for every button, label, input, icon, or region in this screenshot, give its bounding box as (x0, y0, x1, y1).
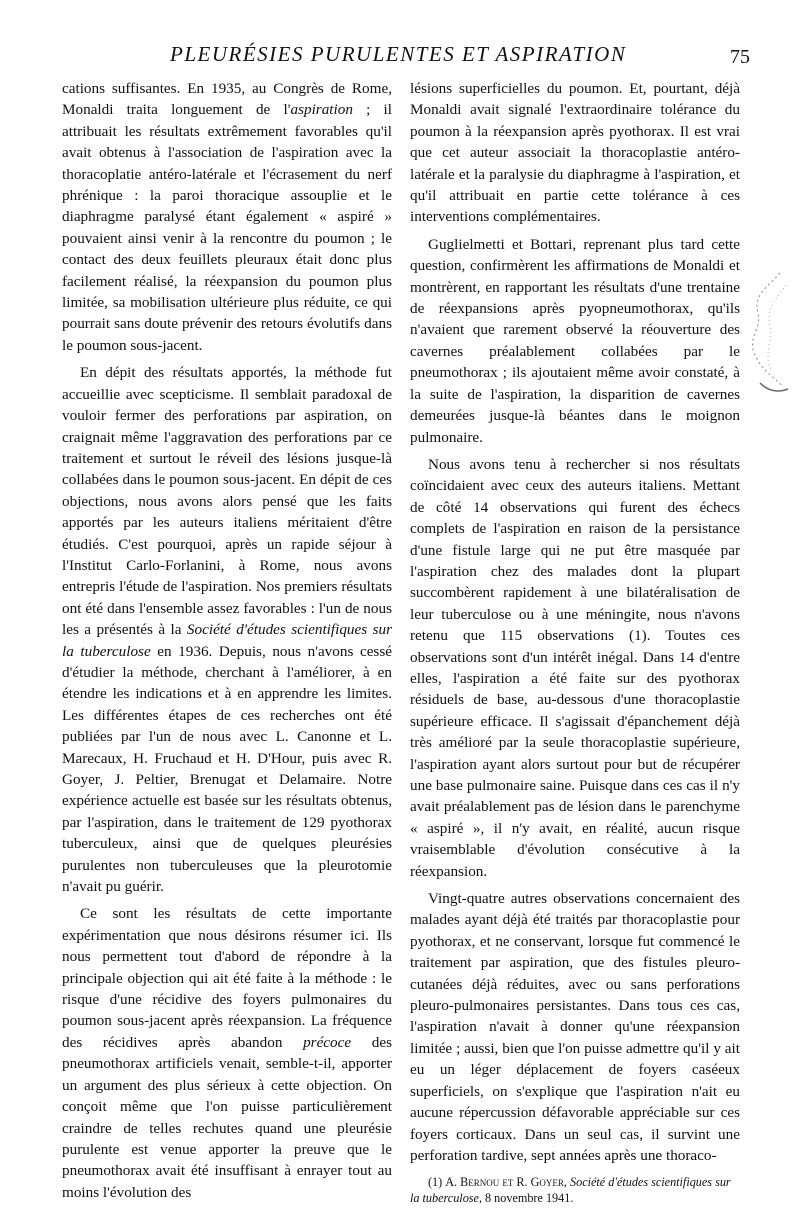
left-column (62, 78, 392, 1209)
running-title: PLEURÉSIES PURULENTES ET ASPIRATION (170, 42, 627, 66)
library-stamp-mark (740, 265, 790, 405)
right-column (410, 78, 740, 1206)
paragraph: Guglielmetti et Bottari, reprenant plus tard cette question, confirmèrent les affirmations de Monaldi et montrèrent, en rapportant les résultats d'une trentaine de réexpansions après pyopneumothorax, qu'ils n'avaient que rarement observé la réouverture des cavernes préalablement collabées par le pneumothorax ; ils ajoutaient même avoir constaté, à la suite de l'aspiration, la disparition de cavernes demeurées jusque-là béantes dans le moignon pulmonaire. (410, 235, 740, 446)
paragraph: cations suffisantes. En 1935, au Congrès de Rome, Monaldi traita longuement de l'aspiration ; il attribuait les résultats extrêmement favorables qu'il avait obtenus à l'association de l'aspiration avec la thoracoplatie antéro-latérale et l'écrasement du nerf phrénique : la paroi thoracique assouplie et le diaphragme paralysé étant également « aspiré » pouvaient ainsi venir à la rencontre du poumon ; le contact des deux feuillets pleuraux était donc plus facilement réalisé, la réexpansion du poumon plus limitée, sa mobilisation ultérieure plus réduite, ce qui pourrait sans doute prévenir des retours évolutifs dans le poumon sous-jacent. (62, 80, 392, 354)
footnote: (1) A. Bernou et R. Goyer, Société d'études scientifiques sur la tuberculose, 8 novembre 1941. (410, 1175, 731, 1206)
page-header (60, 42, 750, 72)
paragraph: En dépit des résultats apportés, la méthode fut accueillie avec scepticisme. Il semblait paradoxal de vouloir fermer des perforations par aspiration, on craignait même l'aggravation des perforations par ce traitement et surtout le réveil des lésions jusque-là collabées dans le poumon sous-jacent. En dépit de ces objections, nous avons alors pensé que les faits apportés par les auteurs italiens méritaient d'être étudiés. C'est pourquoi, après un rapide séjour à l'Institut Carlo-Forlanini, à Rome, nous avons entrepris l'étude de l'aspiration. Nos premiers résultats ont été dans l'ensemble assez favorables : l'un de nous les a présentés à la Société d'études scientifiques sur la tuberculose en 1936. Depuis, nous n'avons cessé d'étudier la méthode, cherchant à l'améliorer, à en étendre les indications et à en apprendre les limites. Les différentes étapes de ces recherches ont été publiées par l'un de nous avec L. Canonne et L. Marecaux, H. Fruchaud et H. D'Hour, puis avec R. Goyer, J. Peltier, Brenugat et Delamaire. Notre expérience actuelle est basée sur les résultats obtenus, par l'aspiration, dans le traitement de 129 pyothorax tuberculeux, ainsi que de quelques pleurésies purulentes non tuberculeuses que la pleurotomie n'avait pu guérir. (62, 364, 393, 896)
paragraph: Ce sont les résultats de cette importante expérimentation que nous désirons résumer ici. Ils nous permettent tout d'abord de répondre à la principale objection qui ait été faite à la méthode : le risque d'une récidive des foyers pulmonaires du poumon sous-jacent après réexpansion. La fréquence des récidives après abandon précoce des pneumothorax artificiels venait, semble-t-il, apporter un argument des plus sérieux à cette objection. On conçoit même que l'on puisse particulièrement craindre de telles rechutes quand une pleurésie purulente est venue apporter la preuve que le pneumothorax avait été insuffisant à enrayer tout au moins l'évolution des (62, 905, 392, 1201)
paragraph: Nous avons tenu à rechercher si nos résultats coïncidaient avec ceux des auteurs italiens. Mettant de côté 14 observations qui furent des échecs complets de l'aspiration en raison de la persistance d'une fistule large qui ne put être masquée par l'aspiration chez des malades dont la plupart succombèrent rapidement à une bilatéralisation de leur tuberculose ou à une méningite, nous n'avons retenu que 115 observations (1). Toutes ces observations sont d'un intérêt inégal. Dans 14 d'entre elles, l'aspiration a été faite sur des pyothorax résiduels de base, au-dessous d'une thoracoplastie supérieure efficace. Il s'agissait d'épanchement déjà très amélioré par la seule thoracoplastie supérieure, l'aspiration ayant alors surtout pour but de récupérer une base pulmonaire saine. Puisque dans ces cas il n'y avait préalablement pas de lésion dans le parenchyme « aspiré », il n'y avait, en réalité, aucun risque vraisemblable d'évolution consécutive à la réexpansion. (410, 455, 740, 880)
paragraph: lésions superficielles du poumon. Et, pourtant, déjà Monaldi avait signalé l'extraordinaire tolérance du poumon à la réexpansion après pyothorax. Il est vrai que cet auteur associait la thoracoplastie antéro-latérale et la paralysie du diaphragme à l'aspiration, et qu'il attribuait en partie cette tolérance à ces interventions complémentaires. (410, 80, 740, 226)
paragraph: Vingt-quatre autres observations concernaient des malades ayant déjà été traités par thoracoplastie pour pyothorax, et ne conservant, lorsque fut commencé le traitement par aspiration, que des fistules pleuro-cutanées déjà réduites, avec ou sans perforations pleuro-pulmonaires persistantes. Dans tous ces cas, l'aspiration n'avait à donner qu'une réexpansion limitée ; aussi, bien que l'on puisse admettre qu'il y ait eu un léger déplacement de foyers caséeux superficiels, on s'explique que l'aspiration n'ait eu aucune répercussion défavorable appréciable sur ces foyers corticaux. Dans un seul cas, il survint une perforation tardive, sept années après une thoraco- (410, 890, 740, 1164)
page-number: 75 (730, 46, 750, 68)
